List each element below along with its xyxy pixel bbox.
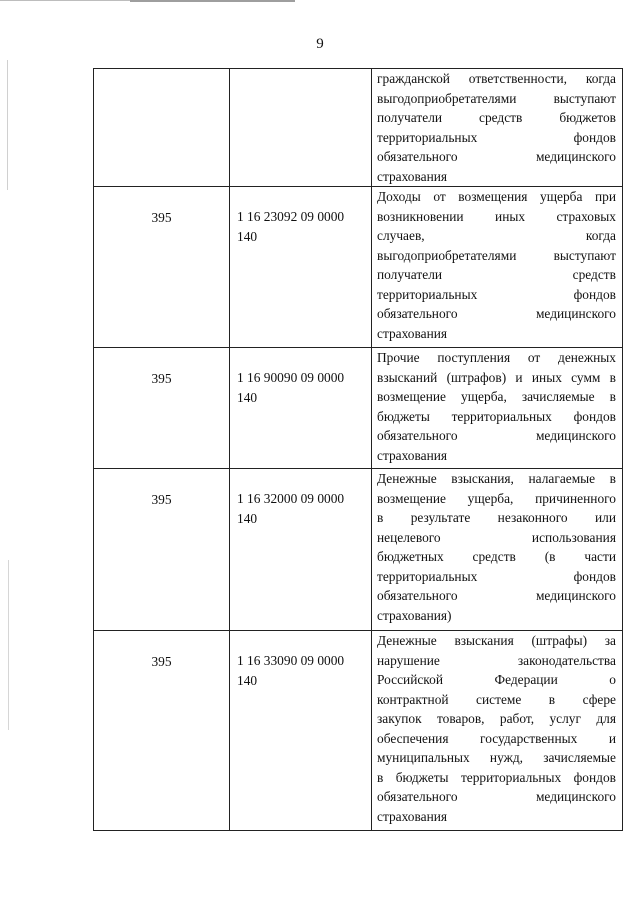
kbk-code-line: 1 16 33090 09 0000	[237, 653, 345, 668]
page-number: 9	[316, 36, 324, 52]
admin-code-cell	[94, 348, 230, 469]
description-cell	[372, 187, 623, 348]
description-line: выгодоприобретателями выступают	[377, 247, 616, 263]
description-cell	[372, 69, 623, 187]
revenue-classification-table	[93, 68, 623, 831]
description-line: территориальных фондов	[377, 129, 616, 145]
description-cell	[372, 631, 623, 831]
description-line: обязательного медицинского	[377, 428, 616, 443]
table-row	[94, 187, 623, 348]
kbk-code-line: 1 16 90090 09 0000	[237, 370, 345, 385]
description-line: страхования)	[377, 607, 452, 623]
description-line: возмещение ущерба, зачисляемые в	[377, 389, 616, 404]
description-line: муниципальных нужд, зачисляемые	[377, 750, 616, 765]
scan-left-margin-line	[7, 60, 8, 190]
description-cell	[372, 469, 623, 631]
description-line: выгодоприобретателями выступают	[377, 90, 616, 106]
description-line: страхования	[377, 808, 448, 824]
kbk-cell	[230, 187, 372, 348]
description-line: возмещение ущерба, причиненного	[377, 490, 616, 506]
description-line: бюджетных средств (в части	[377, 549, 616, 564]
admin-code: 395	[151, 371, 172, 386]
description-line: территориальных фондов	[377, 286, 616, 302]
table-row	[94, 348, 623, 469]
description-line: закупок товаров, работ, услуг для	[377, 711, 616, 726]
kbk-code-line: 140	[237, 672, 258, 688]
admin-code-cell	[94, 469, 230, 631]
description-line: обязательного медицинского	[377, 588, 616, 603]
description-line: Прочие поступления от денежных	[377, 350, 616, 365]
description-line: обязательного медицинского	[377, 149, 616, 164]
scan-edge-line	[0, 0, 130, 1]
description-line: нарушение законодательства	[377, 652, 616, 668]
description-line: случаев, когда	[377, 228, 616, 243]
kbk-code-line: 140	[237, 510, 258, 526]
kbk-cell	[230, 348, 372, 469]
description-line: обеспечения государственных и	[377, 730, 616, 746]
description-line: страхования	[377, 447, 448, 463]
description-line: получатели средств	[377, 267, 616, 282]
description-line: получатели средств бюджетов	[377, 110, 616, 125]
scan-edge-line	[130, 0, 295, 2]
description-line: территориальных фондов	[377, 568, 616, 584]
description-line: Денежные взыскания, налагаемые в	[377, 471, 616, 486]
description-line: Российской Федерации о	[377, 672, 616, 687]
kbk-code-line: 140	[237, 389, 258, 405]
admin-code: 395	[151, 654, 172, 669]
admin-code-cell	[94, 187, 230, 348]
admin-code-cell	[94, 631, 230, 831]
description-line: взысканий (штрафов) и иных сумм в	[377, 369, 616, 385]
kbk-code-line: 1 16 32000 09 0000	[237, 491, 345, 506]
description-line: в результате незаконного или	[377, 510, 616, 525]
kbk-code-line: 1 16 23092 09 0000	[237, 209, 345, 224]
table-row	[94, 69, 623, 187]
kbk-cell	[230, 469, 372, 631]
description-cell	[372, 348, 623, 469]
description-line: контрактной системе в сфере	[377, 691, 616, 707]
kbk-cell	[230, 69, 372, 187]
admin-code: 395	[151, 492, 172, 507]
description-line: возникновении иных страховых	[377, 208, 616, 224]
description-line: Доходы от возмещения ущерба при	[377, 189, 616, 204]
admin-code-cell	[94, 69, 230, 187]
description-line: обязательного медицинского	[377, 789, 616, 804]
description-line: страхования	[377, 168, 448, 184]
description-line: нецелевого использования	[377, 529, 616, 545]
scan-left-margin-line	[8, 560, 9, 730]
admin-code: 395	[151, 210, 172, 225]
description-line: бюджеты территориальных фондов	[377, 408, 616, 424]
description-line: в бюджеты территориальных фондов	[377, 769, 616, 785]
description-line: гражданской ответственности, когда	[377, 71, 616, 86]
admin-code	[94, 69, 229, 90]
kbk-code-line: 140	[237, 228, 258, 244]
kbk-cell	[230, 631, 372, 831]
table-row	[94, 469, 623, 631]
description-line: Денежные взыскания (штрафы) за	[377, 633, 616, 648]
description-line: обязательного медицинского	[377, 306, 616, 321]
description-line: страхования	[377, 325, 448, 341]
table-row	[94, 631, 623, 831]
